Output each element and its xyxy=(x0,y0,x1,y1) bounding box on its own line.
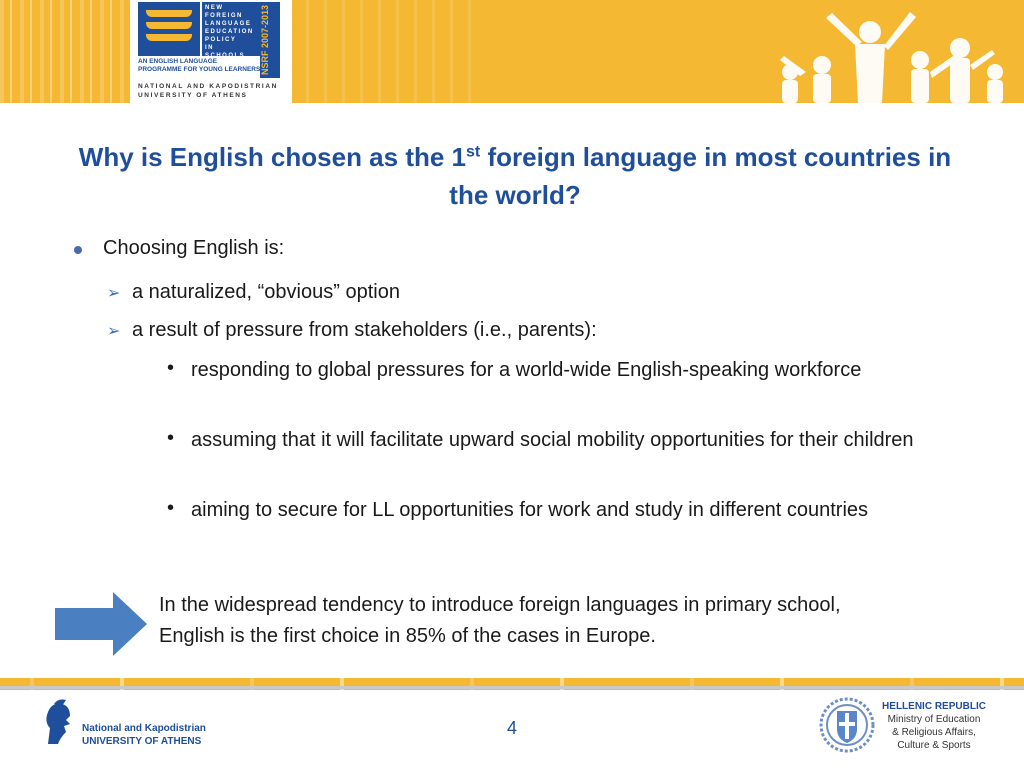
gov-line3: & Religious Affairs, xyxy=(892,727,976,738)
title-text-part1: Why is English chosen as the 1 xyxy=(78,142,467,172)
logo-line: EDUCATION xyxy=(205,29,254,35)
arrow-bullet-icon: ➢ xyxy=(107,323,121,340)
logo-line: NEW FOREIGN xyxy=(205,5,243,19)
uoa-line2: UNIVERSITY OF ATHENS xyxy=(82,736,202,747)
athena-head-icon xyxy=(40,698,76,746)
gov-line2: Ministry of Education xyxy=(887,714,981,725)
uoa-name xyxy=(82,722,206,748)
title-text-part2: foreign language in most countries in the world? xyxy=(449,142,952,210)
gov-line4: Culture & Sports xyxy=(897,740,971,751)
bullet-small-icon: • xyxy=(167,357,175,379)
bullet-level2: a naturalized, “obvious” option xyxy=(132,281,400,303)
arrow-bullet-icon: ➢ xyxy=(107,285,121,302)
conclusion-note: In the widespread tendency to introduce foreign languages in primary school, English is the first choice in 85% of the cases in Europe. xyxy=(159,594,841,647)
logo-line: IN SCHOOLS xyxy=(205,45,246,59)
bullet-small-icon: • xyxy=(167,497,175,519)
logo-line: POLICY xyxy=(205,37,237,43)
greek-emblem-icon xyxy=(819,697,875,753)
nsrf-label: NSRF 2007-2013 xyxy=(260,2,280,78)
gov-line1: HELLENIC REPUBLIC xyxy=(882,701,986,712)
bullet-dot-icon xyxy=(74,246,82,254)
bullet-level3: responding to global pressures for a world-wide English-speaking workforce xyxy=(191,359,862,381)
bullet-level1: Choosing English is: xyxy=(103,237,285,259)
ministry-name xyxy=(880,700,988,752)
bullet-level3: assuming that it will facilitate upward social mobility opportunities for their children xyxy=(191,429,914,451)
footer-divider xyxy=(0,686,1024,689)
right-arrow-icon xyxy=(55,592,147,656)
logo-subtitle: AN ENGLISH LANGUAGE PROGRAMME FOR YOUNG LEARNERS xyxy=(138,58,261,73)
page-number: 4 xyxy=(506,718,517,738)
bullet-level3: aiming to secure for LL opportunities for work and study in different countries xyxy=(191,499,869,521)
bullet-small-icon: • xyxy=(167,427,175,449)
title-superscript: st xyxy=(466,143,481,161)
logo-line: LANGUAGE xyxy=(205,21,252,27)
bullet-level2: a result of pressure from stakeholders (i.e., parents): xyxy=(132,319,597,341)
uoa-line1: National and Kapodistrian xyxy=(82,723,206,734)
logo-university: NATIONAL AND KAPODISTRIAN UNIVERSITY OF ATHENS xyxy=(138,83,278,99)
